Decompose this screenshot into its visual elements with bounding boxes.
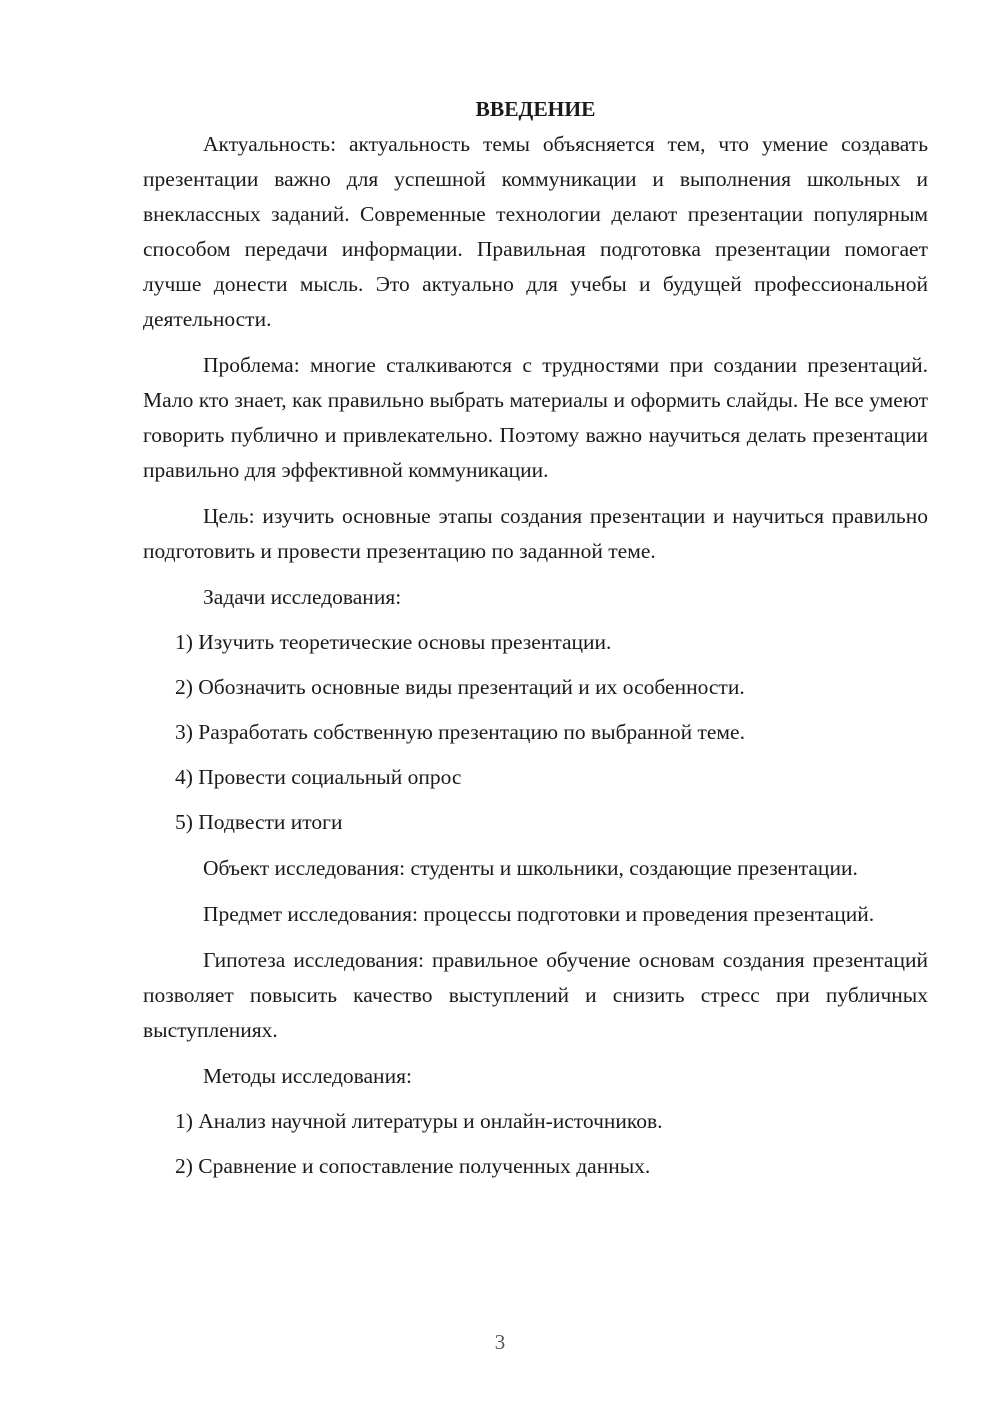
list-item: 5) Подвести итоги — [175, 810, 343, 834]
list-item: 4) Провести социальный опрос — [175, 765, 462, 789]
list-item: 1) Анализ научной литературы и онлайн-источников. — [175, 1109, 663, 1133]
document-page — [143, 92, 928, 1184]
paragraph-problem: Проблема: многие сталкиваются с трудностями при создании презентаций. Мало кто знает, как правильно выбрать материалы и оформить слайды. Не все умеют говорить публично и привлекательно. Поэтому важно научиться делать презентации правильно для эффективной коммуникации. — [143, 353, 928, 482]
section-title: ВВЕДЕНИЕ — [475, 97, 596, 121]
paragraph-object: Объект исследования: студенты и школьники, создающие презентации. — [203, 856, 858, 880]
paragraph-subject: Предмет исследования: процессы подготовки и проведения презентаций. — [203, 902, 875, 926]
list-item: 2) Обозначить основные виды презентаций и их особенности. — [175, 675, 745, 699]
tasks-heading: Задачи исследования: — [203, 585, 402, 609]
list-item: 2) Сравнение и сопоставление полученных данных. — [175, 1154, 651, 1178]
list-item: 1) Изучить теоретические основы презентации. — [175, 630, 612, 654]
methods-heading: Методы исследования: — [203, 1064, 412, 1088]
methods-list — [143, 1104, 928, 1184]
list-item: 3) Разработать собственную презентацию по выбранной теме. — [175, 720, 745, 744]
paragraph-relevance: Актуальность: актуальность темы объясняется тем, что умение создавать презентации важно для успешной коммуникации и выполнения школьных и внеклассных заданий. Современные технологии делают презентации популярным способом передачи информации. Правильная подготовка презентации помогает лучше донести мысль. Это актуально для учебы и будущей профессиональной деятельности. — [143, 132, 928, 331]
paragraph-goal: Цель: изучить основные этапы создания презентации и научиться правильно подготовить и провести презентацию по заданной теме. — [143, 504, 928, 563]
tasks-list — [143, 625, 928, 840]
paragraph-hypothesis: Гипотеза исследования: правильное обучение основам создания презентаций позволяет повысить качество выступлений и снизить стресс при публичных выступлениях. — [143, 948, 928, 1042]
page-number: 3 — [494, 1330, 506, 1354]
